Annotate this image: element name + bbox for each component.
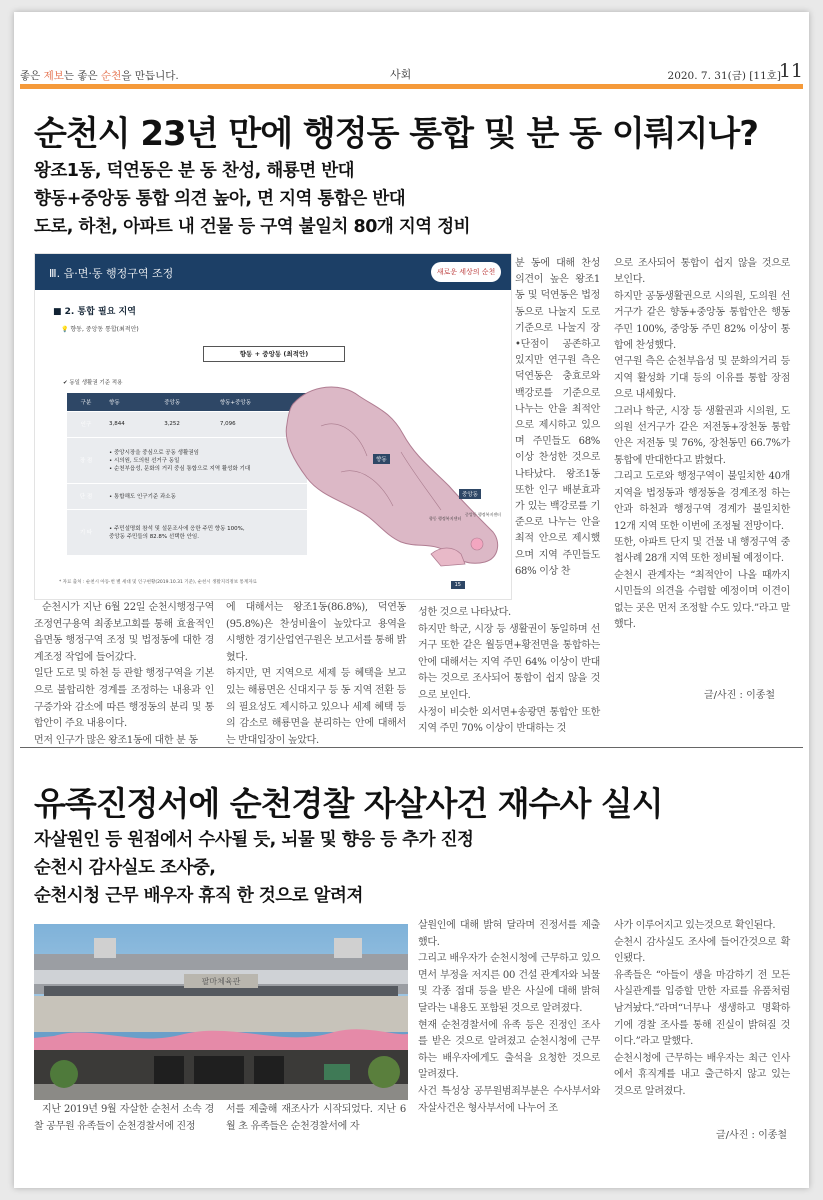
article2-column-4: 사가 이루어지고 있는것으로 확인된다. 순천시 감사실도 조사에 들어간것으로 확인됐다. 유족들은 “아들이 생을 마감하기 전 모든 사실관계를 입증할 만한 자료를 유품처럼 남겨놨다.”라며“너무나 생생하고 명확하기에 경찰 조사를 통해 진실이 밝혀질 것이다.”라고 말했다. 순천시청에 근무하는 배우자는 최근 인사에서 휴직계를 내고 출근하지 않고 있는 것으로 알려졌다. xyxy=(614,920,790,1097)
page-header xyxy=(20,60,803,84)
article1-title: 순천시 23년 만에 행정동 통합 및 분 동 이뤄지나? xyxy=(34,114,758,154)
map-label-jungangdong: 중앙동 xyxy=(459,489,481,499)
header-rule xyxy=(20,84,803,89)
slide-criteria: ✔ 동일 생활권 기준 적용 xyxy=(63,380,123,386)
article2-subhead-3: 순천시청 근무 배우자 휴직 한 것으로 알려져 xyxy=(34,886,363,906)
slide-subtitle: 💡 향동, 중앙동 통합(최적안) xyxy=(61,326,139,333)
article1-slide-figure xyxy=(34,253,512,600)
page-number: 11 xyxy=(778,60,803,82)
article1-column-1: 순천시가 지난 6월 22일 순천시행정구역 조정연구용역 최종보고회를 통해 효율적인 읍면동 행정구역 조정 및 법정동에 대한 경계조정 작업에 들어갔다. 일단 도로 및 하천 등 관할 행정구역을 기본으로 불합리한 경계를 조정하는 내용과 인구증가와 감소에 따른 행정동의 분리 및 통합안이 주요 내용이다. 먼저 인구가 많은 왕조1동에 대한 분 동 xyxy=(34,602,214,746)
article1-subhead-1: 왕조1동, 덕연동은 분 동 찬성, 해룡면 반대 xyxy=(34,161,355,181)
article1-subhead-2: 향동+중앙동 통합 의견 높아, 면 지역 통합은 반대 xyxy=(34,189,406,209)
article2-title: 유족진정서에 순천경찰 자살사건 재수사 실시 xyxy=(34,784,663,823)
slide-source-note: * 자료 출처 : 순천시 아동·번 별 세대 및 인구현황(2019.10.31 기준), 순천시 생활지리정보 통계자료 xyxy=(59,580,257,585)
header-slogan: 좋은 제보는 좋은 순천을 만듭니다. xyxy=(20,70,179,82)
suncheon-logo: 새로운 세상의 순천 xyxy=(431,262,501,282)
map-small-label-b: 중앙동 행정복지센터 xyxy=(465,512,502,517)
header-date-issue: 2020. 7. 31(금) [11호] xyxy=(667,70,781,82)
map-label-hyangdong: 향동 xyxy=(373,454,390,464)
slide-title-bar: Ⅲ. 읍·면·동 행정구역 조정 xyxy=(35,254,511,290)
article1-column-3: 성한 것으로 나타났다. 하지만 학군, 시장 등 생활권이 동일하며 선거구 또한 같은 월등면+황전면을 통합하는 안에 대해서는 지역 주민 64% 이상이 반대하는 것으로 조사되어 통합이 쉽지 않을 것으로 보인다. 사정이 비슷한 외서면+송광면 통합안 또한 지역 주민 70% 이상이 반대하는 것 xyxy=(418,607,600,735)
article1-byline: 글/사진 : 이종철 xyxy=(704,690,776,701)
article2-subhead-1: 자살원인 등 원점에서 수사될 듯, 뇌물 및 향응 등 추가 진정 xyxy=(34,830,474,850)
map-small-label-a: 향동 행정복지센터 xyxy=(429,516,462,521)
police-gym-photo xyxy=(34,924,408,1100)
slide-comparison-table: 구분 향동 중앙동 향동+중앙동 인구 3,844 3,252 7,096 장 점 • 중앙시장을 중심으로 공동 생활권임 • 시의원, 도의원 선거구 동일 • 순천부읍성, 문화의 거리 중심 통합으로 지역 활성화 기대 단 점 • 통합해도 인구기준 과소동 기 타 • 주민설명회 참석 및 설문조사에 응한 주민 향동 100%, 중앙동 주민들의 82.8% 선택한 안임. xyxy=(67,393,307,556)
article1-column-4: 으로 조사되어 통합이 쉽지 않을 것으로 보인다. 하지만 공동생활권으로 시의원, 도의원 선거구가 같은 향동+중앙동 통합안은 행동 주민 100%, 중앙동 주민 82% 이상이 통합에 찬성했다. 연구원 측은 순천부읍성 및 문화의거리 등 지역 활성화 기대 등의 이유를 통합 장점으로 내세웠다. 그러나 학군, 시장 등 생활권과 시의원, 도의원 선거구가 같은 저전동+장천동 통합안은 저전동 및 76%, 장천동민 66.7%가 통합에 반대한다고 밝혔다. 그리고 도로와 행정구역이 불일치한 40개 지역을 법정동과 행정동을 경계조정 하는 안과 하천과 행정구역 경계가 불일치한 12개 지역 또한 이번에 조정될 전망이다. 또한, 아파트 단지 및 건물 내 행정구역 중첩사례 28개 지역 또한 정비될 예정이다. 순천시 관계자는 “최적안이 나올 때까지 시민들의 의견을 수렴할 예정이며 이견이 없는 곳은 먼저 조정할 수도 있다.”라고 말했다. xyxy=(614,258,790,630)
slide-section-title: ■ 2. 통합 필요 지역 xyxy=(53,307,136,317)
building-illustration xyxy=(34,924,408,1100)
article2-column-1: 지난 2019년 9월 자살한 순천서 소속 경찰 공무원 유족들이 순천경찰서에 진정 xyxy=(34,1104,214,1132)
article1-subhead-3: 도로, 하천, 아파트 내 건물 등 구역 불일치 80개 지역 정비 xyxy=(34,217,471,237)
article2-column-3: 살원인에 대해 밝혀 달라며 진정서를 제출했다. 그리고 배우자가 순천시청에 근무하고 있으면서 부정을 저지른 00 건설 관계자와 뇌물 및 각종 접대 등을 받은 사실에 대해 밝혀 달라는 내용도 포함된 것으로 알려졌다. 현재 순천경찰서에 유족 등은 진정인 조사를 받은 것으로 알려졌고 순천시청에 근무하는 배우자에게도 출석을 요청한 것으로 알려졌다. 사건 특성상 공무원범죄부분은 수사부서와 자살사건은 형사부서에 나누어 조 xyxy=(418,920,600,1114)
header-section: 사회 xyxy=(390,68,412,81)
article1-column-beside-slide: 분 동에 대해 찬성 의견이 높은 왕조1동 및 덕연동은 법정동으로 나눌지 도로 기준으로 나눌지 장•단점이 공존하고 있지만 연구원 측은 덕연동은 충효로와 백강로를 기준으로 나누는 안을 최적안으로 제시하고 있으며 주민들도 68% 이상 찬성한 것으로 나타났다. 왕조1동 또한 인구 배분효과가 있는 백강로를 기준으로 나누는 안을 최적 안으로 제시했으며 지역 주민들도 68% 이상 찬 xyxy=(515,258,600,577)
building-sign: 팔마체육관 xyxy=(201,977,241,986)
slide-page-number: 15 xyxy=(451,581,465,589)
suncheon-district-map xyxy=(281,382,506,572)
article1-column-2: 에 대해서는 왕조1동(86.8%), 덕연동(95.8%)은 찬성비율이 높았다고 용역을 시행한 경기산업연구원은 보고서를 통해 밝혔다. 하지만, 면 지역으로 세제 등 혜택을 보고 있는 해룡면은 신대지구 등 동 지역 전환 등의 필요성도 제시하고 있으나 세제 혜택 등의 감소로 해룡면을 분리하는 안에 대해서는 반대입장이 높았다. xyxy=(226,602,406,746)
slide-box-title: 향동 + 중앙동 (최적안) xyxy=(203,346,345,362)
article2-column-2: 서를 제출해 재조사가 시작되었다. 지난 6월 초 유족들은 순천경찰서에 자 xyxy=(226,1104,406,1132)
article-separator xyxy=(20,747,803,748)
article2-byline: 글/사진 : 이종철 xyxy=(716,1130,788,1141)
article2-subhead-2: 순천시 감사실도 조사중, xyxy=(34,858,216,878)
